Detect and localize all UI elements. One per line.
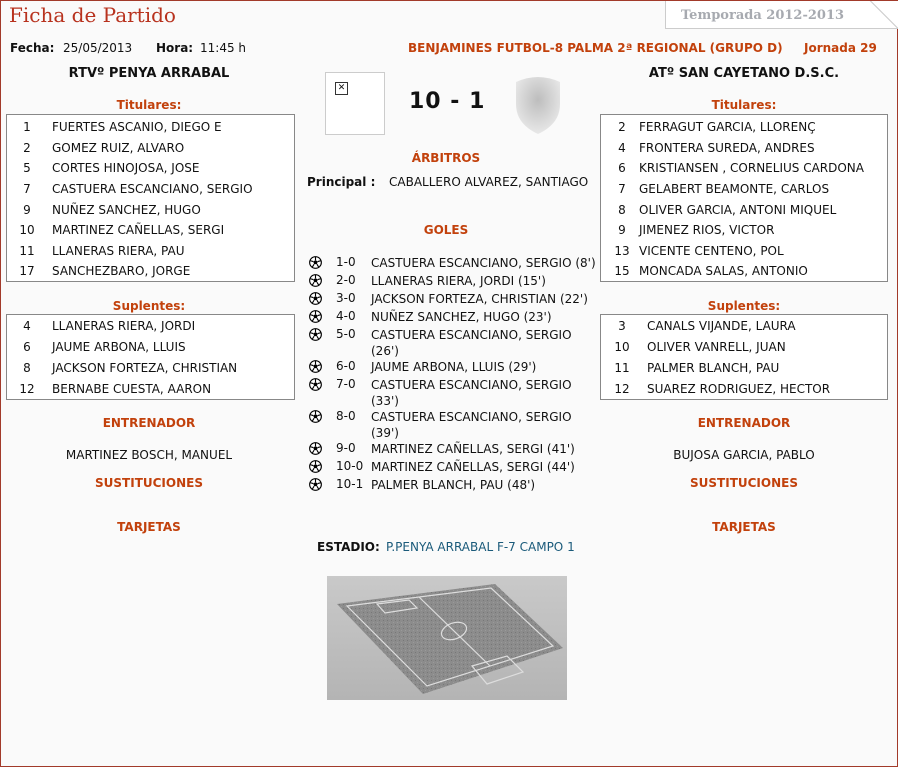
home-coach-name: MARTINEZ BOSCH, MANUEL [65, 448, 233, 462]
player-number: 8 [23, 361, 31, 375]
goal-score: 4-0 [336, 309, 356, 323]
player-name: FUERTES ASCANIO, DIEGO E [52, 120, 222, 134]
home-subs-heading: Suplentes: [112, 299, 186, 313]
stadium-label: ESTADIO: [317, 540, 380, 554]
list-item [7, 358, 294, 378]
goal-score: 2-0 [336, 273, 356, 287]
home-starters-list [6, 114, 295, 282]
referee-role-label: Principal : [307, 175, 376, 189]
list-item [7, 337, 294, 357]
list-item [7, 179, 294, 199]
player-number: 7 [618, 182, 626, 196]
list-item [601, 117, 887, 137]
home-substitutions-heading: SUSTITUCIONES [95, 476, 203, 490]
goal-score: 8-0 [336, 409, 356, 423]
player-number: 9 [23, 203, 31, 217]
list-item [7, 241, 294, 261]
away-coach-heading: ENTRENADOR [697, 416, 791, 430]
goal-score: 7-0 [336, 377, 356, 391]
player-number: 8 [618, 203, 626, 217]
page-title: Ficha de Partido [9, 3, 176, 27]
soccer-ball-icon [309, 328, 322, 341]
goal-scorer: CASTUERA ESCANCIANO, SERGIO (8') [371, 256, 596, 270]
player-number: 1 [23, 120, 31, 134]
goal-score: 1-0 [336, 255, 356, 269]
player-name: MONCADA SALAS, ANTONIO [639, 264, 808, 278]
player-name: BERNABE CUESTA, AARON [52, 382, 212, 396]
player-name: GELABERT BEAMONTE, CARLOS [639, 182, 830, 196]
date-label: Fecha: [10, 41, 55, 55]
page-curl-icon [869, 1, 898, 28]
soccer-ball-icon [309, 460, 322, 473]
away-starters-heading: Titulares: [711, 98, 777, 112]
player-name: SANCHEZBARO, JORGE [52, 264, 191, 278]
away-subs-list [600, 314, 888, 400]
list-item [7, 261, 294, 281]
goal-scorer: JAUME ARBONA, LLUIS (29') [371, 360, 537, 374]
goal-scorer: NUÑEZ SANCHEZ, HUGO (23') [371, 310, 552, 324]
player-number: 2 [23, 141, 31, 155]
player-name: JAUME ARBONA, LLUIS [52, 340, 186, 354]
player-number: 4 [618, 141, 626, 155]
referee-name: CABALLERO ALVAREZ, SANTIAGO [389, 175, 589, 189]
away-coach-name: BUJOSA GARCIA, PABLO [673, 448, 815, 462]
time-label: Hora: [156, 41, 194, 55]
goal-scorer: MARTINEZ CAÑELLAS, SERGI (41') [371, 442, 575, 456]
away-team-name: ATº SAN CAYETANO D.S.C. [648, 66, 840, 81]
stadium-link[interactable]: P.PENYA ARRABAL F-7 CAMPO 1 [386, 540, 575, 554]
player-number: 6 [23, 340, 31, 354]
player-number: 12 [19, 382, 35, 396]
date-value: 25/05/2013 [63, 41, 133, 55]
soccer-ball-icon [309, 310, 322, 323]
player-name: FRONTERA SUREDA, ANDRES [639, 141, 815, 155]
soccer-ball-icon [309, 274, 322, 287]
home-coach-heading: ENTRENADOR [102, 416, 196, 430]
goal-scorer: CASTUERA ESCANCIANO, SERGIO (39') [371, 410, 572, 440]
list-item [7, 138, 294, 158]
list-item [601, 316, 887, 336]
match-score: 10 - 1 [409, 89, 486, 114]
goal-scorer: PALMER BLANCH, PAU (48') [371, 478, 536, 492]
list-item [601, 179, 887, 199]
player-number: 11 [19, 244, 35, 258]
goals-heading: GOLES [423, 223, 469, 237]
away-starters-list [600, 114, 888, 282]
goal-scorer: MARTINEZ CAÑELLAS, SERGI (44') [371, 460, 575, 474]
home-subs-list [6, 314, 295, 400]
player-name: PALMER BLANCH, PAU [647, 361, 780, 375]
player-name: SUAREZ RODRIGUEZ, HECTOR [647, 382, 831, 396]
goal-scorer: LLANERAS RIERA, JORDI (15') [371, 274, 546, 288]
player-number: 13 [614, 244, 630, 258]
player-number: 12 [614, 382, 630, 396]
list-item [601, 337, 887, 357]
player-name: VICENTE CENTENO, POL [639, 244, 784, 258]
player-name: NUÑEZ SANCHEZ, HUGO [52, 203, 201, 217]
list-item [7, 158, 294, 178]
player-number: 6 [618, 161, 626, 175]
goal-score: 3-0 [336, 291, 356, 305]
goal-score: 6-0 [336, 359, 356, 373]
list-item [601, 200, 887, 220]
round-label: Jornada 29 [804, 41, 877, 55]
goal-scorer: CASTUERA ESCANCIANO, SERGIO (33') [371, 378, 572, 408]
list-item [7, 220, 294, 240]
soccer-ball-icon [309, 410, 322, 423]
player-number: 4 [23, 319, 31, 333]
player-name: OLIVER VANRELL, JUAN [647, 340, 786, 354]
player-number: 17 [19, 264, 35, 278]
player-name: CANALS VIJANDE, LAURA [647, 319, 796, 333]
player-number: 15 [614, 264, 630, 278]
list-item [7, 200, 294, 220]
away-subs-heading: Suplentes: [707, 299, 781, 313]
stadium-field-image [327, 576, 567, 700]
player-name: CORTES HINOJOSA, JOSE [52, 161, 200, 175]
away-team-shield-icon [510, 74, 566, 136]
soccer-ball-icon [309, 292, 322, 305]
player-name: LLANERAS RIERA, PAU [52, 244, 185, 258]
player-number: 7 [23, 182, 31, 196]
player-number: 10 [19, 223, 35, 237]
list-item [601, 241, 887, 261]
goal-score: 5-0 [336, 327, 356, 341]
soccer-ball-icon [309, 256, 322, 269]
list-item [601, 379, 887, 399]
list-item [601, 358, 887, 378]
list-item [601, 138, 887, 158]
player-number: 10 [614, 340, 630, 354]
player-name: CASTUERA ESCANCIANO, SERGIO [52, 182, 253, 196]
player-number: 3 [618, 319, 626, 333]
list-item [7, 316, 294, 336]
player-name: JIMENEZ RIOS, VICTOR [639, 223, 775, 237]
goal-score: 10-1 [336, 477, 364, 491]
goal-scorer: JACKSON FORTEZA, CHRISTIAN (22') [371, 292, 588, 306]
list-item [601, 220, 887, 240]
soccer-ball-icon [309, 478, 322, 491]
player-name: JACKSON FORTEZA, CHRISTIAN [52, 361, 238, 375]
soccer-ball-icon [309, 378, 322, 391]
soccer-ball-icon [309, 360, 322, 373]
player-name: KRISTIANSEN , CORNELIUS CARDONA [639, 161, 864, 175]
time-value: 11:45 h [200, 41, 247, 55]
season-label: Temporada 2012-2013 [681, 8, 845, 23]
goal-scorer: CASTUERA ESCANCIANO, SERGIO (26') [371, 328, 572, 358]
player-number: 2 [618, 120, 626, 134]
player-name: GOMEZ RUIZ, ALVARO [52, 141, 185, 155]
player-name: MARTINEZ CAÑELLAS, SERGI [52, 223, 225, 237]
referees-heading: ÁRBITROS [411, 151, 481, 165]
player-number: 5 [23, 161, 31, 175]
list-item [601, 158, 887, 178]
list-item [7, 379, 294, 399]
away-cards-heading: TARJETAS [712, 520, 776, 534]
player-name: FERRAGUT GARCIA, LLORENÇ [639, 120, 816, 134]
goal-score: 10-0 [336, 459, 364, 473]
player-name: LLANERAS RIERA, JORDI [52, 319, 196, 333]
home-team-logo [325, 72, 385, 135]
player-number: 9 [618, 223, 626, 237]
home-team-name: RTVº PENYA ARRABAL [68, 66, 230, 81]
goal-score: 9-0 [336, 441, 356, 455]
home-starters-heading: Titulares: [116, 98, 182, 112]
home-cards-heading: TARJETAS [117, 520, 181, 534]
away-substitutions-heading: SUSTITUCIONES [690, 476, 798, 490]
list-item [601, 261, 887, 281]
list-item [7, 117, 294, 137]
player-number: 11 [614, 361, 630, 375]
competition-label: BENJAMINES FUTBOL-8 PALMA 2ª REGIONAL (GRUPO D) [408, 41, 783, 55]
broken-image-icon: ✕ [335, 82, 348, 95]
soccer-ball-icon [309, 442, 322, 455]
player-name: OLIVER GARCIA, ANTONI MIQUEL [639, 203, 837, 217]
